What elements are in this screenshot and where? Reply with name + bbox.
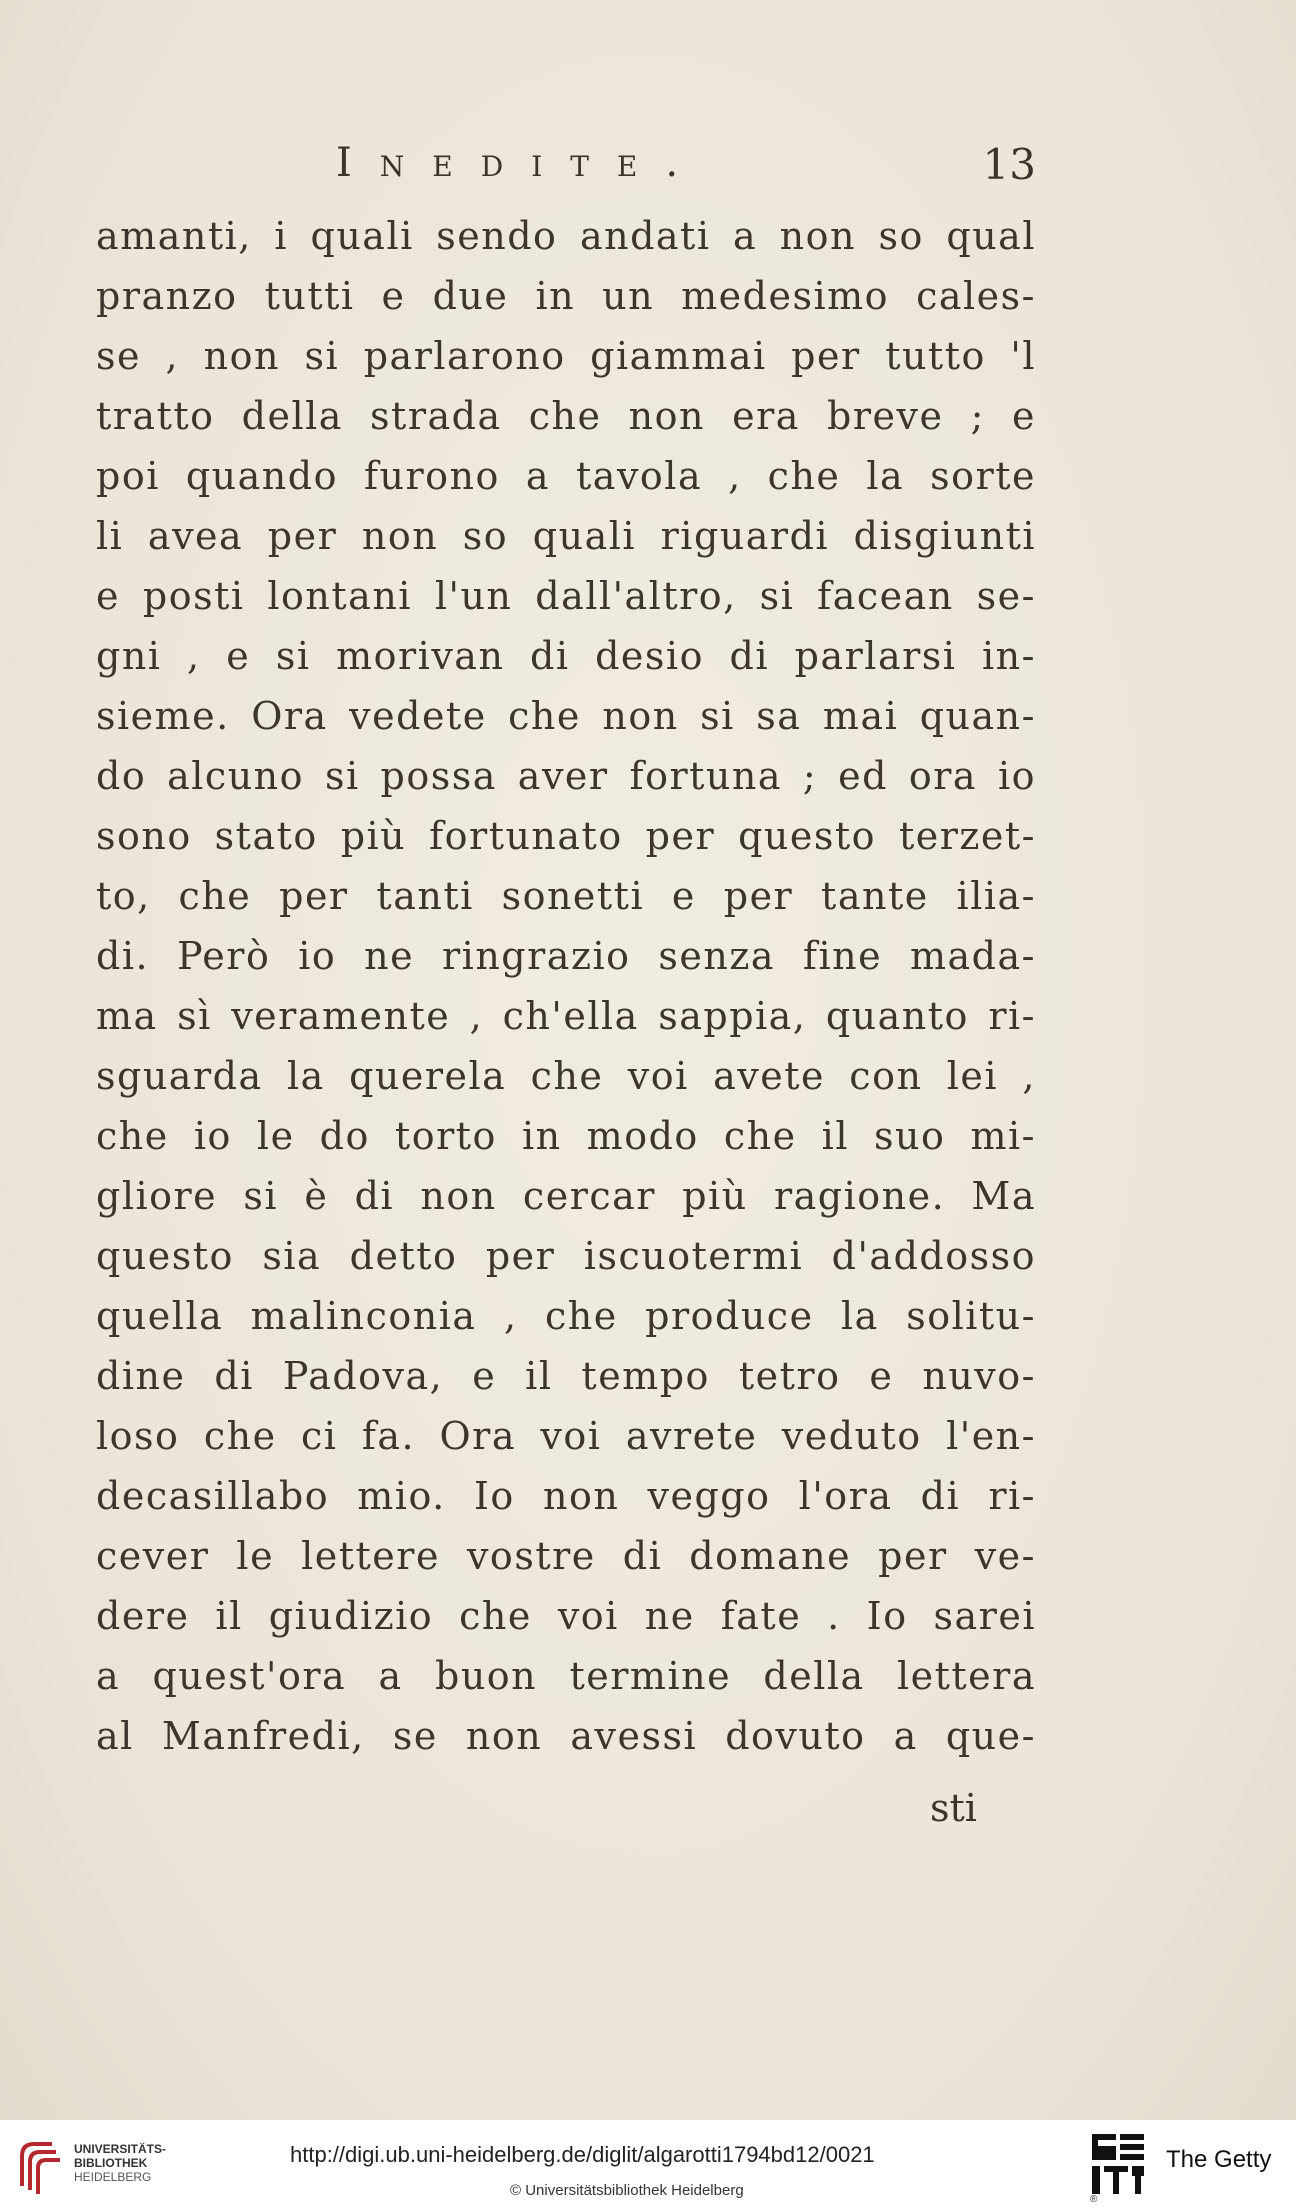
text-line: tratto della strada che non era breve ; e [96, 394, 1036, 438]
text-line: e posti lontani l'un dall'altro, si facean se- [96, 574, 1036, 618]
text-line: di. Però io ne ringrazio senza fine mada- [96, 934, 1036, 978]
text-line: a quest'ora a buon termine della lettera [96, 1654, 1036, 1698]
registered-mark: ® [1090, 2194, 1098, 2205]
text-line: gni , e si morivan di desio di parlarsi in- [96, 634, 1036, 678]
page-number: 13 [982, 140, 1036, 189]
text-line: li avea per non so quali riguardi disgiunti [96, 514, 1036, 558]
text-line: quella malinconia , che produce la solitu- [96, 1294, 1036, 1338]
library-name[interactable] [74, 2142, 166, 2184]
text-line: decasillabo mio. Io non veggo l'ora di ri- [96, 1474, 1036, 1518]
text-line: poi quando furono a tavola , che la sorte [96, 454, 1036, 498]
text-line: dine di Padova, e il tempo tetro e nuvo- [96, 1354, 1036, 1398]
text-line: loso che ci fa. Ora voi avrete veduto l'en- [96, 1414, 1036, 1458]
text-line: questo sia detto per iscuotermi d'addosso [96, 1234, 1036, 1278]
text-line: ma sì veramente , ch'ella sappia, quanto ri- [96, 994, 1036, 1038]
text-line: do alcuno si possa aver fortuna ; ed ora io [96, 754, 1036, 798]
ub-heidelberg-logo-icon[interactable] [12, 2136, 68, 2196]
viewer-footer [0, 2120, 1296, 2211]
text-line: se , non si parlarono giammai per tutto 'l [96, 334, 1036, 378]
text-line: gliore si è di non cercar più ragione. Ma [96, 1174, 1036, 1218]
body-text [96, 206, 1036, 1766]
text-line: pranzo tutti e due in un medesimo cales- [96, 274, 1036, 318]
text-line: sono stato più fortunato per questo terzet- [96, 814, 1036, 858]
text-line: sguarda la querela che voi avete con lei , [96, 1054, 1036, 1098]
library-name-line: BIBLIOTHEK [74, 2156, 148, 2170]
text-line: to, che per tanti sonetti e per tante ilia- [96, 874, 1036, 918]
running-title: Inedite. [336, 140, 707, 186]
library-name-line: HEIDELBERG [74, 2170, 152, 2184]
getty-logo-icon[interactable] [1090, 2132, 1146, 2198]
library-name-line: UNIVERSITÄTS- [74, 2142, 167, 2156]
text-line: sieme. Ora vedete che non si sa mai quan- [96, 694, 1036, 738]
text-line: che io le do torto in modo che il suo mi- [96, 1114, 1036, 1158]
getty-name[interactable]: The Getty [1166, 2146, 1272, 2173]
copyright-notice: © Universitätsbibliothek Heidelberg [510, 2182, 744, 2199]
page-header [336, 140, 1036, 200]
text-line: cever le lettere vostre di domane per ve- [96, 1534, 1036, 1578]
text-line: amanti, i quali sendo andati a non so qual [96, 214, 1036, 258]
catchword: sti [930, 1786, 977, 1830]
text-line: dere il giudizio che voi ne fate . Io sarei [96, 1594, 1036, 1638]
text-line: al Manfredi, se non avessi dovuto a que- [96, 1714, 1036, 1758]
permalink-url[interactable]: http://digi.ub.uni-heidelberg.de/diglit/algarotti1794bd12/0021 [290, 2142, 875, 2167]
